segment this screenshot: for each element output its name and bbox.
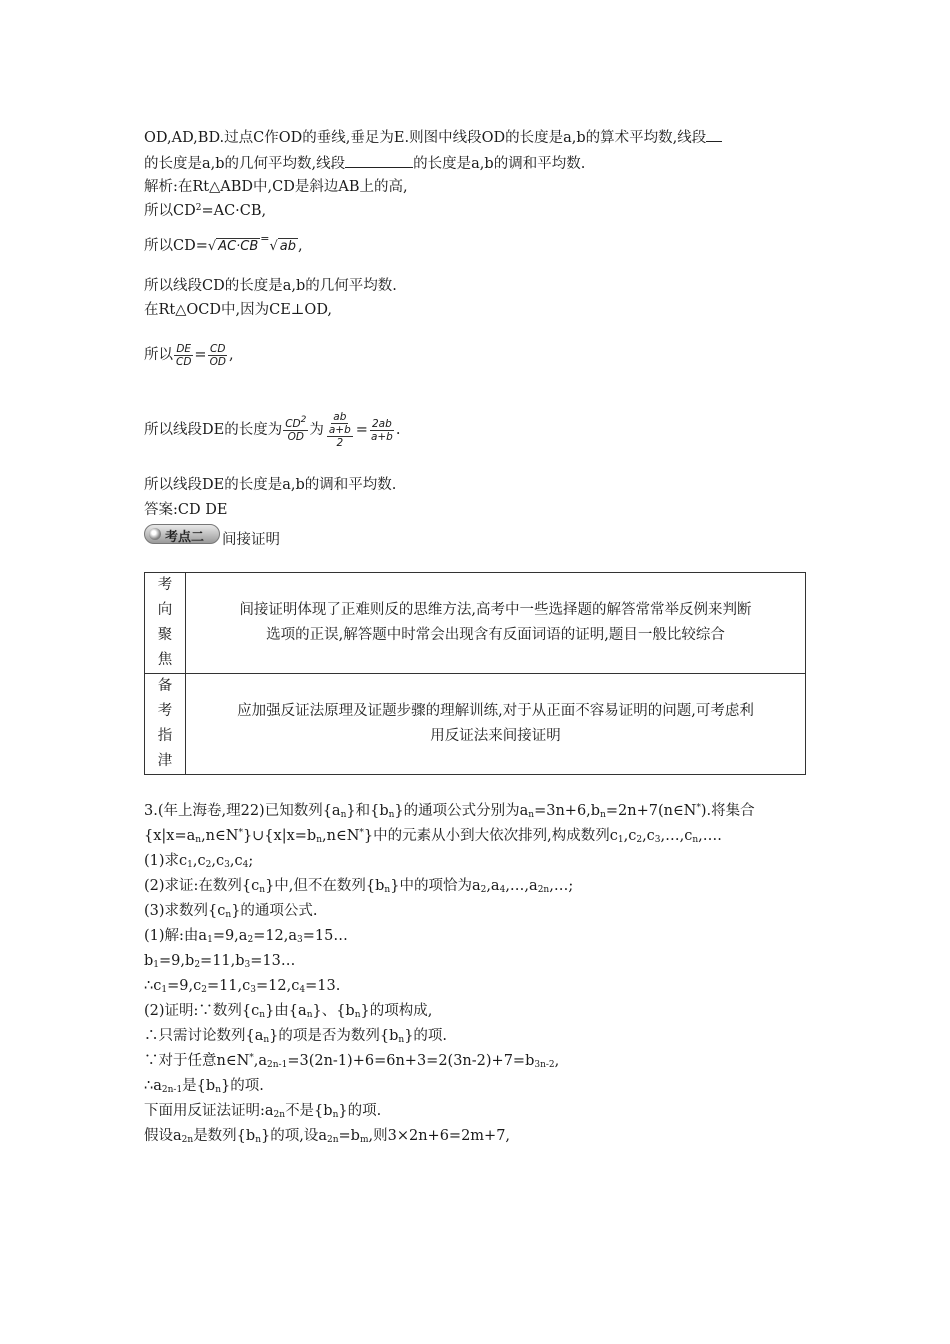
subscript: n — [528, 810, 535, 820]
superscript: * — [238, 828, 243, 838]
text: ; — [248, 853, 254, 869]
denominator: OD — [209, 355, 226, 368]
subscript: n — [332, 1110, 339, 1120]
subscript: 2n — [537, 885, 550, 895]
text: =9,a — [212, 928, 248, 944]
subscript: 3 — [250, 985, 257, 995]
formula-line — [144, 338, 234, 372]
text-line — [144, 475, 396, 495]
text: =9,b — [159, 953, 195, 969]
subscript: 1 — [187, 860, 193, 870]
solution-line — [144, 976, 340, 996]
subscript: 3 — [297, 935, 303, 945]
subscript: 2 — [247, 935, 254, 945]
text: OD,AD,BD.过点C作OD的垂线,垂足为E.则图中线段OD的长度是a,b的算术平均数,线段 — [144, 130, 707, 146]
text: ∴只需讨论数列{a — [144, 1028, 264, 1044]
content-line: 用反证法来间接证明 — [430, 728, 561, 744]
solution-line — [144, 1076, 264, 1096]
text: =12,c — [256, 978, 300, 994]
text-line — [144, 177, 408, 197]
denominator: OD — [287, 430, 304, 443]
text: }的项. — [220, 1078, 264, 1094]
heading-char: 聚 — [157, 627, 173, 643]
text: 所以线段DE的长度是a,b的调和平均数. — [144, 477, 397, 493]
subscript: 3 — [654, 835, 661, 845]
heading-char: 考 — [157, 703, 173, 719]
text: }和{b — [346, 803, 389, 819]
subscript: n — [259, 1010, 266, 1020]
subscript: 3 — [244, 960, 251, 970]
text: 所以线段CD的长度是a,b的几何平均数. — [144, 278, 397, 294]
numerator: 2ab — [372, 417, 392, 430]
text: ,…; — [549, 878, 574, 894]
superscript: * — [249, 1053, 254, 1063]
text: ,c — [623, 828, 637, 844]
analysis-heading: 解析:在Rt△ABD中,CD是斜边AB上的高, — [144, 179, 408, 195]
text-line — [144, 300, 332, 320]
subscript: n — [384, 885, 391, 895]
subscript: n — [215, 1085, 221, 1095]
subscript: 2n-1 — [267, 1060, 288, 1070]
text: }的项. — [338, 1103, 382, 1119]
table-row — [145, 674, 806, 775]
text: = — [194, 347, 207, 363]
text: 的长度是a,b的几何平均数,线段 — [144, 156, 346, 172]
denominator: a+b — [370, 430, 393, 443]
text: . — [395, 422, 401, 438]
text: 的长度是a,b的调和平均数. — [413, 156, 586, 172]
subscript: n — [388, 810, 395, 820]
subscript: 4 — [242, 860, 249, 870]
numerator — [283, 414, 308, 431]
subscript: 1 — [153, 960, 160, 970]
text: ,…,c — [660, 828, 693, 844]
text: 间接证明 — [222, 532, 280, 548]
sqrt-ab: √ ab — [269, 239, 297, 254]
text: =3n+6,b — [534, 803, 601, 819]
text: , — [298, 238, 303, 254]
subscript: 2n-1 — [161, 1085, 183, 1095]
text: 不是{b — [285, 1103, 333, 1119]
text: =3(2n-1)+6=6n+3=2(3n-2)+7=b — [287, 1053, 535, 1069]
answer-text: 答案:CD DE — [144, 502, 228, 518]
text: }的项,设a — [261, 1128, 327, 1144]
focus-table — [144, 572, 806, 775]
fraction-cd-od — [208, 343, 228, 368]
text: 下面用反证法证明:a — [144, 1103, 274, 1119]
heading-char: 津 — [157, 753, 173, 769]
solution-line — [144, 1001, 432, 1021]
text: 是{b — [182, 1078, 216, 1094]
solution-line — [144, 951, 295, 971]
heading-char: 考 — [157, 577, 173, 593]
text: }由{a — [265, 1003, 307, 1019]
subscript: n — [259, 885, 266, 895]
row-heading — [145, 674, 186, 775]
row-content — [186, 573, 806, 674]
text: (2)证明:∵数列{c — [144, 1003, 260, 1019]
subscript: 2 — [480, 885, 487, 895]
fraction-2ab — [369, 418, 395, 443]
text: 所以CD= — [144, 238, 208, 254]
subscript: 2n — [181, 1135, 194, 1145]
text: =11,c — [206, 978, 251, 994]
row-heading — [145, 573, 186, 674]
subscript: n — [398, 1035, 405, 1045]
text: }∪{x|x=b — [242, 828, 317, 844]
subscript: n — [306, 1010, 313, 1020]
text: ,a — [486, 878, 500, 894]
text: ,则3×2n+6=2m+7, — [368, 1128, 511, 1144]
problem-statement — [144, 826, 722, 846]
solution-line — [144, 1026, 447, 1046]
problem-statement — [144, 801, 755, 821]
subscript: 2 — [205, 860, 212, 870]
section-title — [222, 530, 280, 550]
denominator: CD — [176, 355, 192, 368]
text: =15… — [302, 928, 348, 944]
text: }的通项公式分别为a — [394, 803, 529, 819]
content-line: 间接证明体现了正难则反的思维方法,高考中一些选择题的解答常常举反例来判断 — [239, 602, 752, 618]
sqrt-acb: √ AC·CB — [207, 239, 259, 254]
text: =13. — [305, 978, 341, 994]
text: }的通项公式. — [231, 903, 318, 919]
text: , — [554, 1053, 560, 1069]
text: 3.(年上海卷,理22)已知数列{a — [144, 803, 341, 819]
text: (2)求证:在数列{c — [144, 878, 260, 894]
denominator: 2 — [336, 437, 344, 449]
numerator: DE — [176, 342, 192, 355]
text: (3)求数列{c — [144, 903, 226, 919]
text: ,…. — [698, 828, 722, 844]
text: 是数列{b — [193, 1128, 256, 1144]
text: ∵对于任意n∈N — [144, 1053, 250, 1069]
subscript: 2 — [636, 835, 643, 845]
subscript: 2 — [194, 960, 201, 970]
text: 所以CD — [144, 203, 196, 219]
text: =11,b — [200, 953, 245, 969]
fraction-cd2-od — [283, 414, 308, 443]
text: , — [228, 347, 234, 363]
subscript: 4 — [499, 885, 506, 895]
numerator: a+b — [328, 424, 351, 436]
superscript: * — [696, 803, 701, 813]
heading-char: 焦 — [157, 652, 173, 668]
text: ,c — [229, 853, 243, 869]
text: ,a — [253, 1053, 268, 1069]
text: =12,a — [253, 928, 298, 944]
numerator: ab — [333, 411, 347, 423]
answer-blank — [706, 127, 722, 142]
text: b — [144, 953, 154, 969]
text: }、{b — [312, 1003, 355, 1019]
text: 在Rt△OCD中,因为CE⊥OD, — [144, 302, 333, 318]
formula-line — [144, 226, 303, 260]
fraction-de-cd — [174, 343, 193, 368]
text: ,n∈N — [201, 828, 239, 844]
table-row — [145, 573, 806, 674]
subscript: 2 — [201, 985, 207, 995]
text: 所以线段DE的长度为 — [144, 422, 283, 438]
text: = — [355, 422, 368, 438]
text: ).将集合 — [700, 803, 755, 819]
superscript: * — [359, 828, 364, 838]
text: =AC·CB, — [201, 203, 267, 219]
content-line: 选项的正误,解答题中时常会出现含有反面词语的证明,题目一般比较综合 — [266, 627, 725, 643]
text: {x|x=a — [144, 828, 196, 844]
subscript: 1 — [617, 835, 624, 845]
heading-char: 备 — [157, 678, 173, 694]
question-2 — [144, 876, 573, 896]
subscript: 1 — [161, 985, 168, 995]
numerator: CD — [210, 342, 226, 355]
content-line: 应加强反证法原理及证题步骤的理解训练,对于从正面不容易证明的问题,可考虑利 — [237, 703, 754, 719]
radicand: AC·CB — [218, 239, 259, 254]
badge-label: 考点二 — [165, 530, 205, 545]
section-badge — [144, 524, 220, 544]
subscript: 2n — [326, 1135, 339, 1145]
row-content — [186, 674, 806, 775]
text-line — [144, 201, 266, 221]
text: (1)解:由a — [144, 928, 208, 944]
subscript: 2n — [273, 1110, 286, 1120]
subscript: 3n-2 — [534, 1060, 555, 1070]
subscript: n — [340, 810, 347, 820]
text: = — [260, 232, 270, 245]
text: ,…,a — [505, 878, 538, 894]
text: }中的元素从小到大依次排列,构成数列c — [363, 828, 618, 844]
text: =b — [338, 1128, 360, 1144]
solution-line — [144, 926, 348, 946]
subscript: n — [316, 835, 323, 845]
text: 假设a — [144, 1128, 182, 1144]
subscript: 1 — [207, 935, 213, 945]
text: ∴a — [144, 1078, 162, 1094]
text: }中的项恰为a — [390, 878, 481, 894]
subscript: n — [255, 1135, 261, 1145]
subscript: n — [195, 835, 202, 845]
text: CD — [285, 417, 301, 430]
radicand: ab — [279, 239, 297, 254]
text: 为 — [309, 422, 324, 438]
text: =13… — [250, 953, 296, 969]
text: ,c — [642, 828, 655, 844]
fraction-ab-half — [325, 411, 355, 449]
solution-line — [144, 1126, 510, 1146]
subscript: 4 — [299, 985, 306, 995]
solution-line — [144, 1051, 559, 1071]
text: ∴c — [144, 978, 162, 994]
text: }的项是否为数列{b — [269, 1028, 399, 1044]
subscript: n — [354, 1010, 361, 1020]
text-line — [144, 276, 397, 296]
superscript: 2 — [195, 203, 202, 213]
bullet-icon — [149, 528, 161, 540]
inner-fraction — [327, 424, 353, 449]
text: ,n∈N — [322, 828, 360, 844]
formula-line — [144, 410, 400, 450]
subscript: n — [600, 810, 606, 820]
text: ,c — [211, 853, 225, 869]
text: }的项构成, — [360, 1003, 433, 1019]
subscript: 3 — [224, 860, 230, 870]
text: 所以 — [144, 347, 173, 363]
subscript: n — [263, 1035, 270, 1045]
heading-char: 向 — [157, 602, 173, 618]
text: ,c — [192, 853, 206, 869]
subscript: n — [225, 910, 232, 920]
answer-blank — [345, 153, 413, 168]
subscript: m — [359, 1135, 369, 1145]
question-3 — [144, 901, 318, 921]
denominator — [325, 424, 355, 449]
text-line — [144, 153, 585, 174]
text-line — [144, 127, 722, 148]
question-1 — [144, 851, 253, 871]
text: }的项. — [404, 1028, 448, 1044]
heading-char: 指 — [157, 728, 173, 744]
subscript: n — [692, 835, 699, 845]
superscript: 2 — [300, 414, 307, 425]
text: (1)求c — [144, 853, 188, 869]
solution-line — [144, 1101, 381, 1121]
text: =2n+7(n∈N — [605, 803, 697, 819]
answer-line — [144, 500, 227, 520]
text: =9,c — [167, 978, 202, 994]
text: }中,但不在数列{b — [265, 878, 385, 894]
